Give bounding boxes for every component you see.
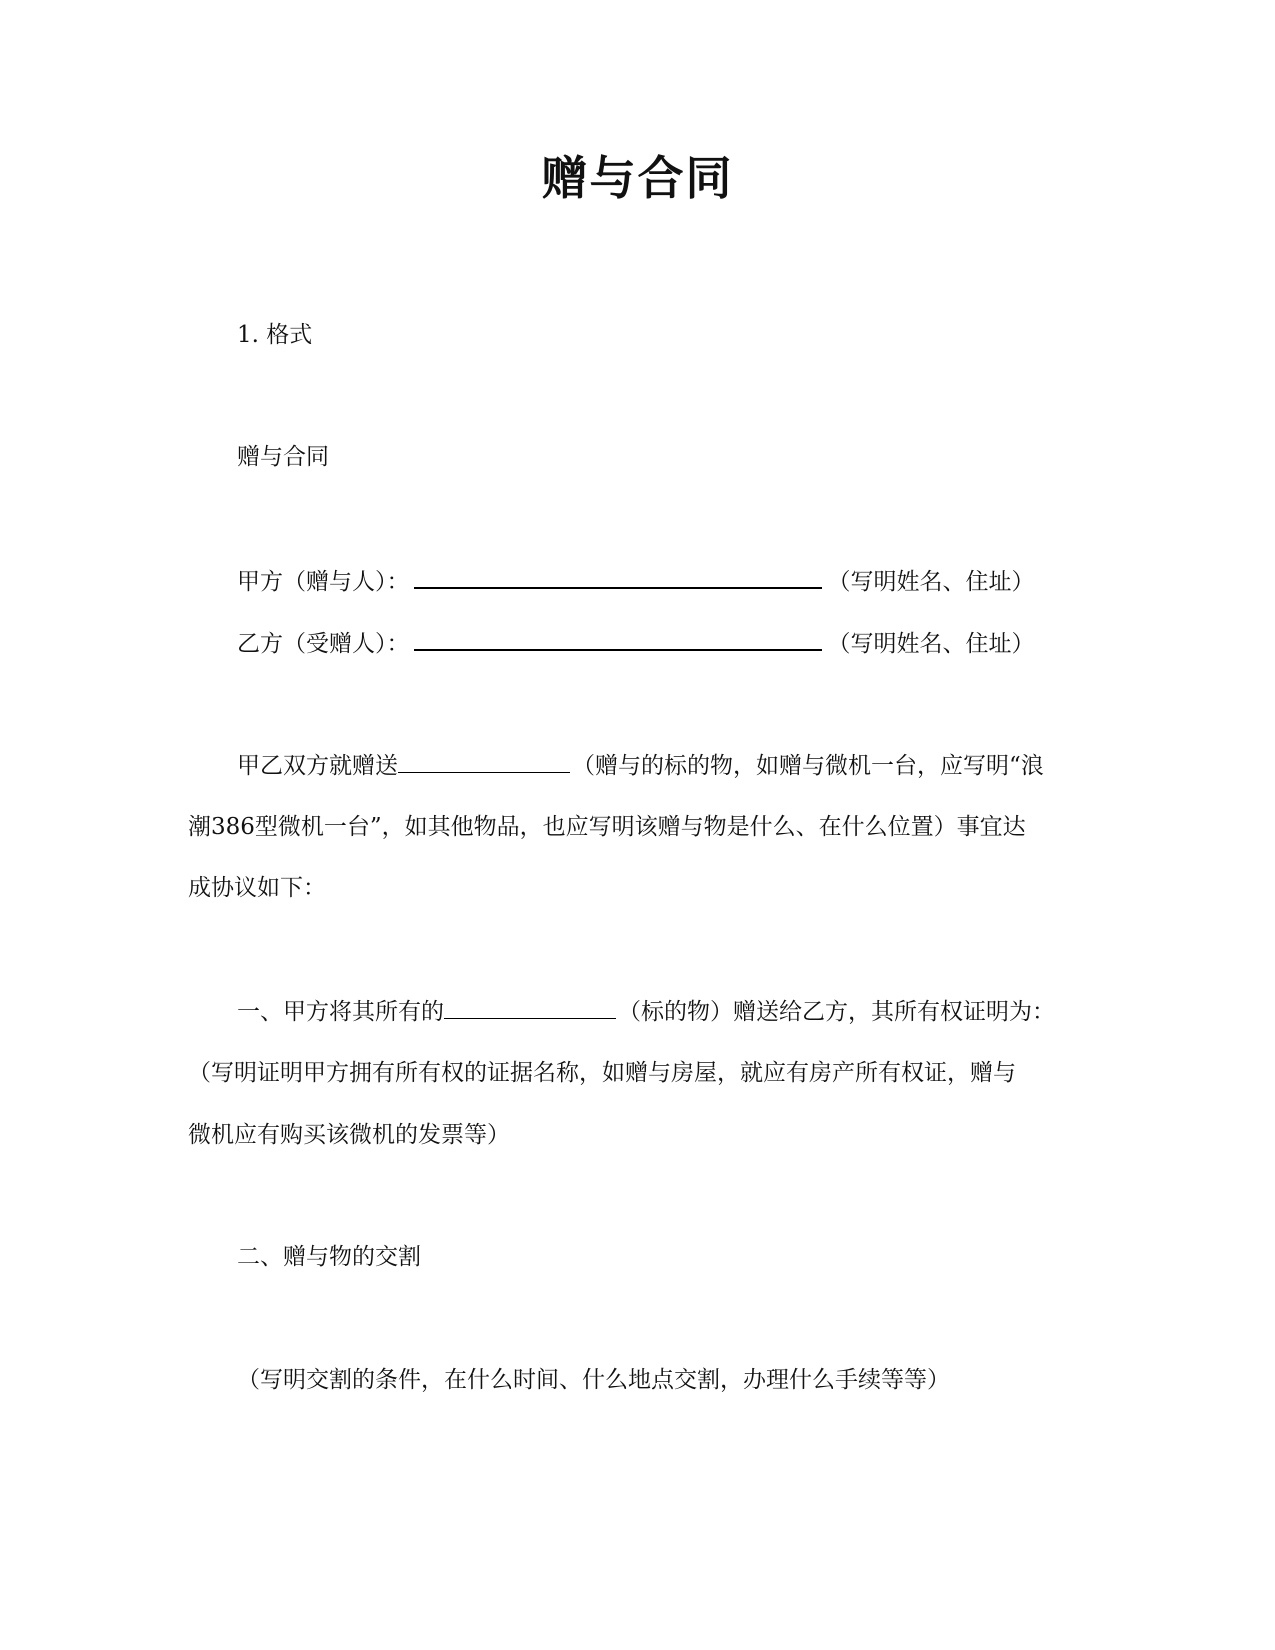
party-a-note: （写明姓名、住址） [827, 569, 1035, 595]
subject-matter-blank [444, 996, 616, 1019]
section-format: 1. 格式 [237, 322, 313, 348]
party-b-note: （写明姓名、住址） [827, 631, 1035, 657]
clause-1-line-3: 微机应有购买该微机的发票等） [188, 1122, 510, 1148]
clause-1-pre: 一、甲方将其所有的 [237, 999, 444, 1025]
intro-line-1-pre: 甲乙双方就赠送 [237, 753, 398, 779]
intro-line-1 [237, 750, 1044, 781]
contract-subtitle: 赠与合同 [237, 444, 329, 470]
intro-line-1-post: （赠与的标的物，如赠与微机一台，应写明“浪 [572, 753, 1044, 779]
party-b-label: 乙方（受赠人）： [237, 631, 410, 657]
clause-1-line-2: （写明证明甲方拥有所有权的证据名称，如赠与房屋，就应有房产所有权证，赠与 [188, 1060, 1016, 1086]
party-b-line [237, 627, 1035, 659]
party-b-blank [414, 627, 822, 651]
intro-line-3: 成协议如下： [188, 875, 326, 901]
document-title: 赠与合同 [541, 151, 734, 205]
intro-line-2: 潮386型微机一台”，如其他物品，也应写明该赠与物是什么、在什么位置）事宜达 [188, 814, 1026, 840]
clause-2-heading: 二、赠与物的交割 [237, 1244, 421, 1270]
clause-2-note: （写明交割的条件，在什么时间、什么地点交割，办理什么手续等等） [237, 1367, 950, 1393]
party-a-label: 甲方（赠与人）： [237, 569, 410, 595]
party-a-blank [414, 565, 822, 589]
clause-1-line-1 [237, 996, 1055, 1027]
gift-item-blank [398, 750, 570, 773]
clause-1-post: （标的物）赠送给乙方，其所有权证明为： [618, 999, 1055, 1025]
party-a-line [237, 565, 1035, 597]
